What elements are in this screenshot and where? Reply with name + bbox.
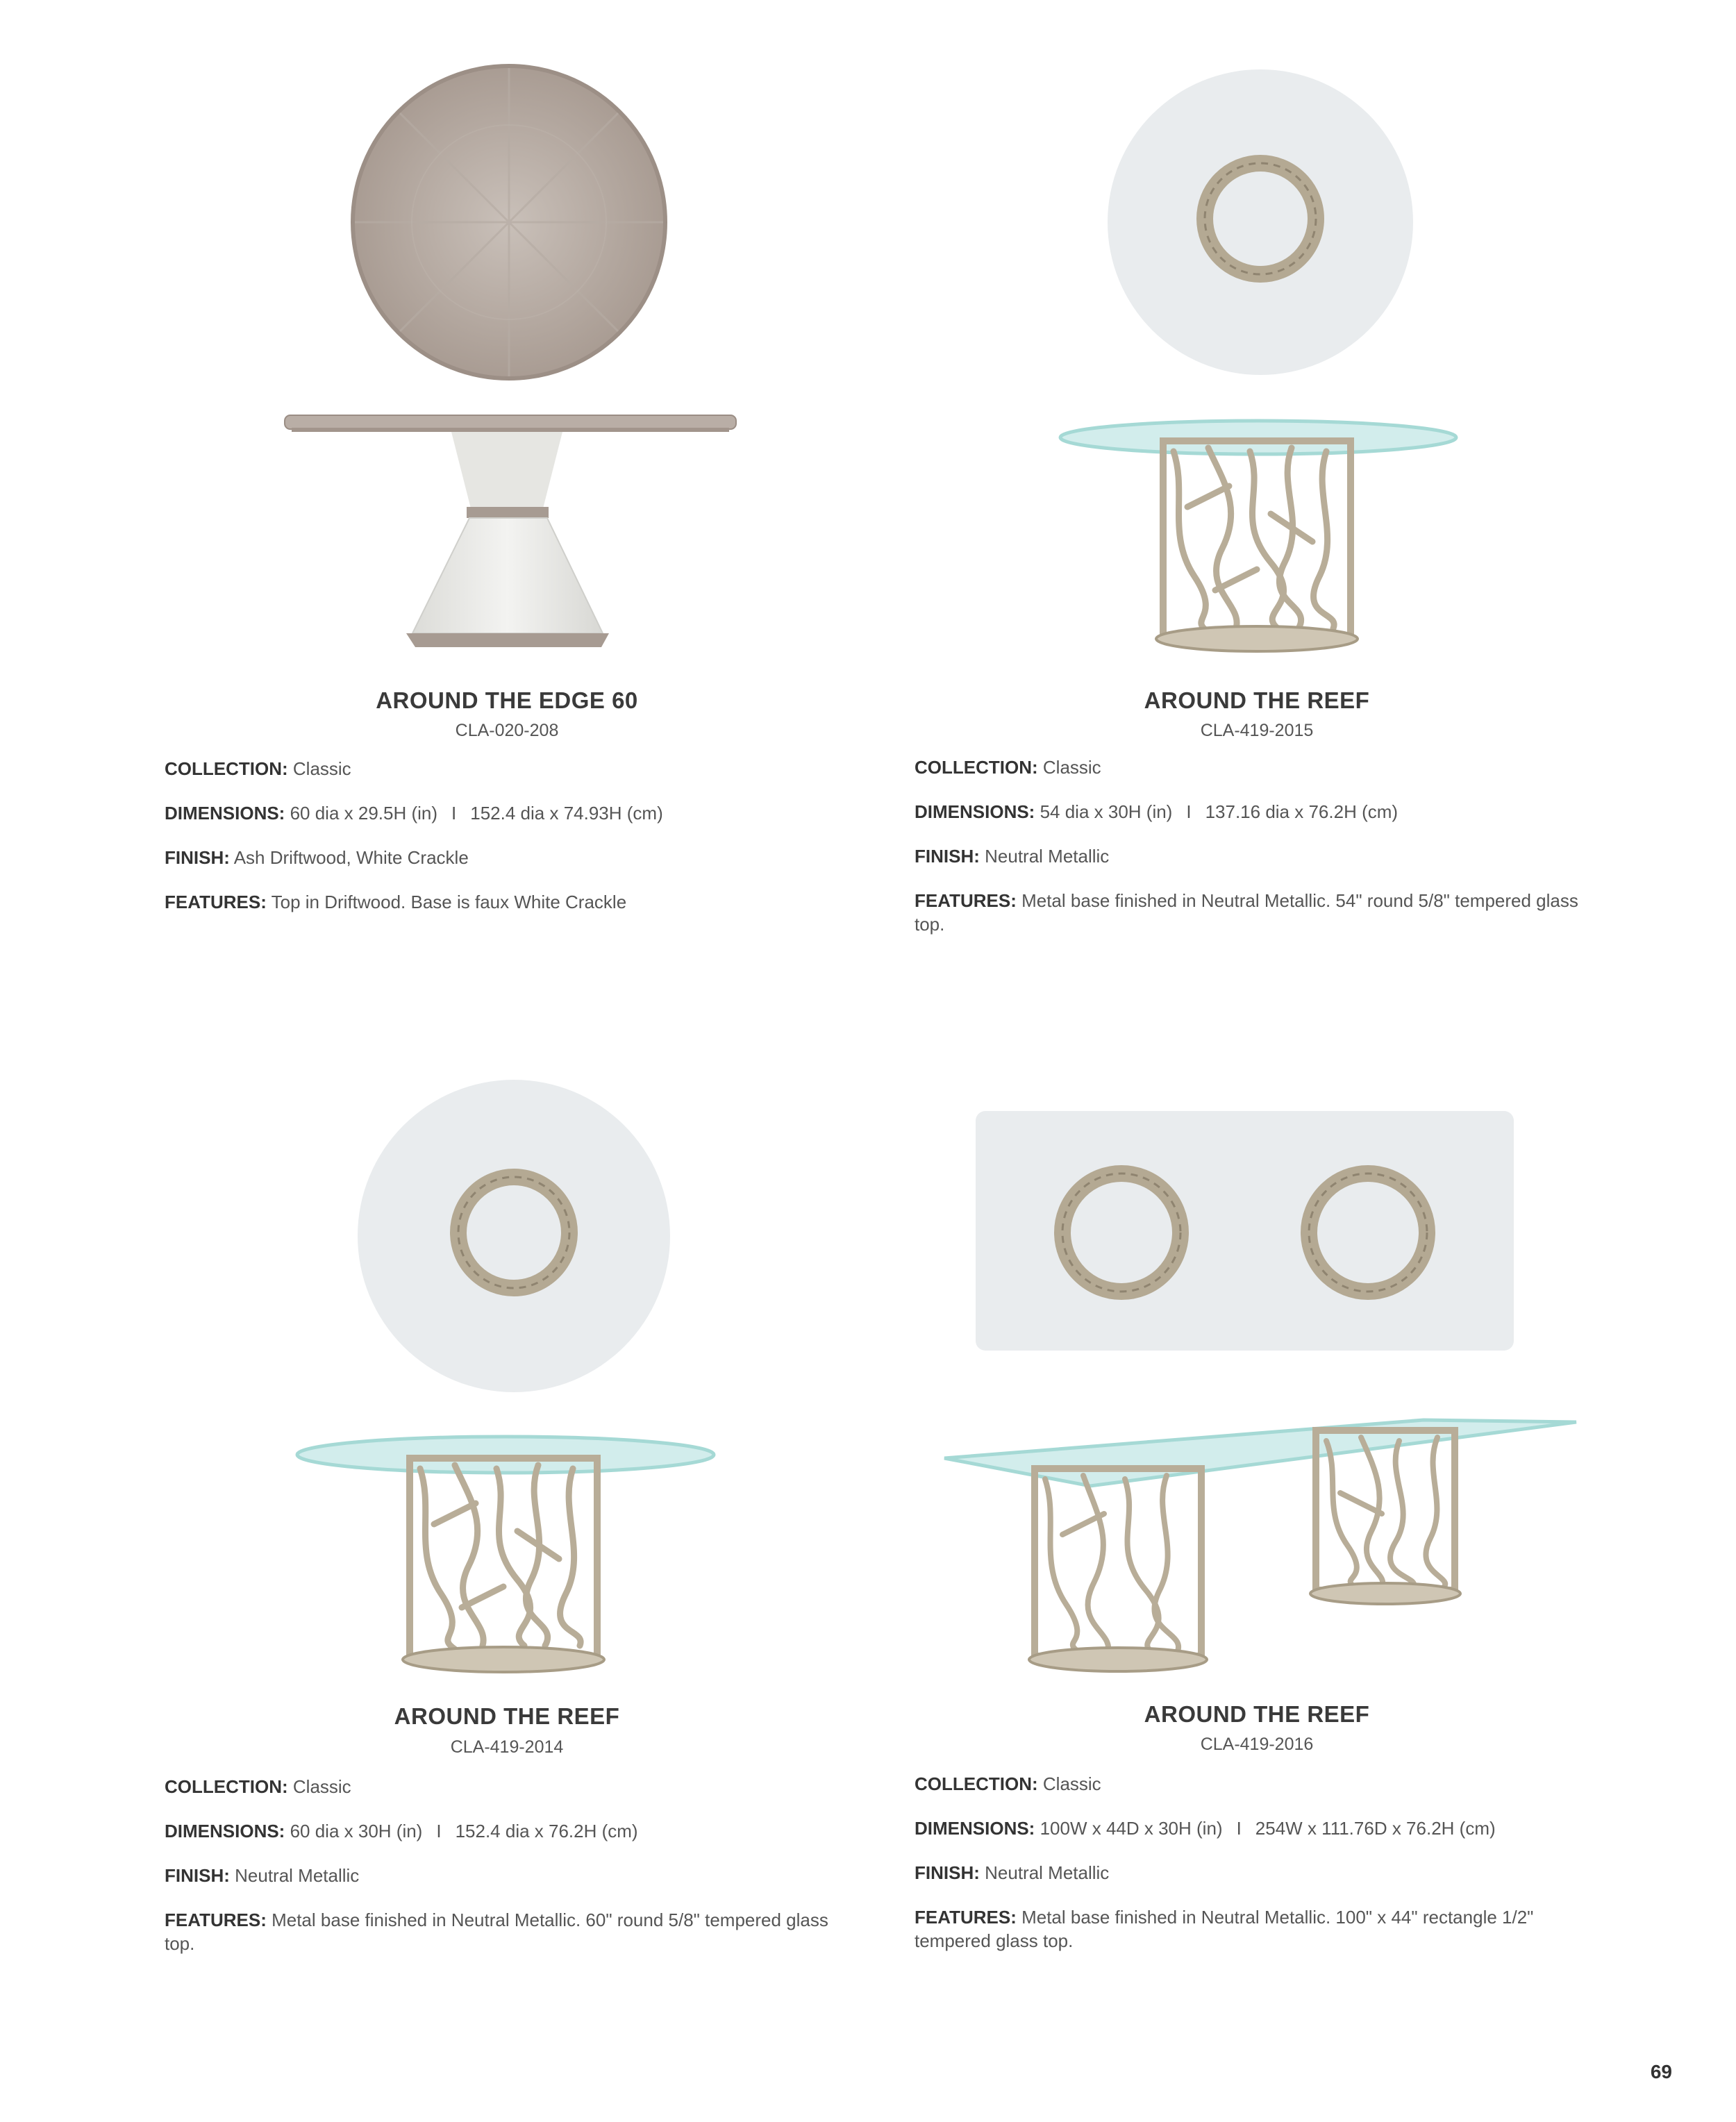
collection-row	[165, 757, 859, 780]
finish-label: FINISH:	[165, 1865, 230, 1886]
table-side-view	[297, 1437, 714, 1672]
table-illustration	[1049, 62, 1465, 653]
finish-row	[915, 1861, 1609, 1885]
collection-label: COLLECTION:	[165, 1776, 288, 1797]
finish-value: Ash Driftwood, White Crackle	[233, 847, 469, 868]
tabletop-top-view	[353, 66, 665, 378]
dimensions-separator: I	[451, 803, 457, 824]
features-label: FEATURES:	[915, 890, 1017, 911]
collection-row	[915, 755, 1609, 779]
product-specs	[915, 1772, 1609, 1973]
dimensions-in: 54 dia x 30H (in)	[1040, 801, 1173, 822]
page-number: 69	[1650, 2061, 1672, 2082]
collection-label: COLLECTION:	[915, 757, 1038, 778]
dimensions-separator: I	[1186, 801, 1192, 822]
dimensions-cm: 152.4 dia x 74.93H (cm)	[470, 803, 663, 824]
dimensions-separator: I	[1236, 1818, 1242, 1839]
collection-label: COLLECTION:	[915, 1773, 1038, 1794]
tabletop-top-view	[1108, 69, 1413, 375]
features-value: Metal base finished in Neutral Metallic. 100" x 44" rectangle 1/2" tempered glass top.	[915, 1907, 1534, 1951]
product-sku: CLA-020-208	[455, 721, 559, 740]
dimensions-row	[915, 800, 1609, 824]
table-illustration	[264, 49, 750, 660]
finish-value: Neutral Metallic	[985, 846, 1110, 867]
collection-row	[915, 1772, 1609, 1796]
table-side-view	[1060, 421, 1456, 651]
tabletop-top-view	[976, 1111, 1514, 1351]
finish-value: Neutral Metallic	[985, 1862, 1110, 1883]
finish-label: FINISH:	[915, 1862, 980, 1883]
product-specs	[165, 1775, 859, 1976]
dimensions-label: DIMENSIONS:	[165, 1821, 285, 1841]
features-value: Top in Driftwood. Base is faux White Crackle	[271, 892, 627, 912]
dimensions-label: DIMENSIONS:	[165, 803, 285, 824]
collection-row	[165, 1775, 859, 1798]
tabletop-top-view	[358, 1080, 670, 1392]
product-title: AROUND THE EDGE 60	[376, 687, 638, 713]
collection-value: Classic	[1042, 1773, 1101, 1794]
dimensions-in: 100W x 44D x 30H (in)	[1040, 1818, 1223, 1839]
features-label: FEATURES:	[915, 1907, 1017, 1928]
table-illustration	[285, 1076, 729, 1680]
table-illustration	[937, 1104, 1590, 1680]
features-row	[915, 889, 1609, 936]
finish-row	[915, 844, 1609, 868]
table-side-view	[944, 1420, 1576, 1671]
product-title: AROUND THE REEF	[1144, 1701, 1370, 1727]
dimensions-label: DIMENSIONS:	[915, 801, 1035, 822]
dimensions-cm: 152.4 dia x 76.2H (cm)	[455, 1821, 638, 1841]
dimensions-label: DIMENSIONS:	[915, 1818, 1035, 1839]
dimensions-row	[165, 801, 859, 825]
dimensions-row	[165, 1819, 859, 1843]
finish-row	[165, 1864, 859, 1887]
features-row	[165, 1908, 859, 1955]
product-sku: CLA-419-2015	[1200, 721, 1314, 740]
collection-value: Classic	[292, 758, 351, 779]
collection-value: Classic	[292, 1776, 351, 1797]
features-label: FEATURES:	[165, 892, 267, 912]
finish-label: FINISH:	[165, 847, 230, 868]
dimensions-cm: 137.16 dia x 76.2H (cm)	[1205, 801, 1399, 822]
features-value: Metal base finished in Neutral Metallic. 54" round 5/8" tempered glass top.	[915, 890, 1578, 935]
dimensions-cm: 254W x 111.76D x 76.2H (cm)	[1255, 1818, 1496, 1839]
collection-value: Classic	[1042, 757, 1101, 778]
product-title: AROUND THE REEF	[1144, 687, 1370, 713]
product-sku: CLA-419-2016	[1200, 1735, 1314, 1754]
features-label: FEATURES:	[165, 1910, 267, 1930]
dimensions-in: 60 dia x 29.5H (in)	[290, 803, 438, 824]
table-side-view	[285, 415, 736, 647]
dimensions-separator: I	[436, 1821, 442, 1841]
product-specs	[165, 757, 859, 935]
finish-label: FINISH:	[915, 846, 980, 867]
collection-label: COLLECTION:	[165, 758, 288, 779]
product-specs	[915, 755, 1609, 957]
finish-row	[165, 846, 859, 869]
features-value: Metal base finished in Neutral Metallic. 60" round 5/8" tempered glass top.	[165, 1910, 828, 1954]
features-row	[915, 1905, 1609, 1953]
features-row	[165, 890, 859, 914]
product-sku: CLA-419-2014	[450, 1737, 564, 1757]
dimensions-in: 60 dia x 30H (in)	[290, 1821, 423, 1841]
dimensions-row	[915, 1816, 1609, 1840]
finish-value: Neutral Metallic	[235, 1865, 360, 1886]
product-title: AROUND THE REEF	[394, 1703, 620, 1729]
